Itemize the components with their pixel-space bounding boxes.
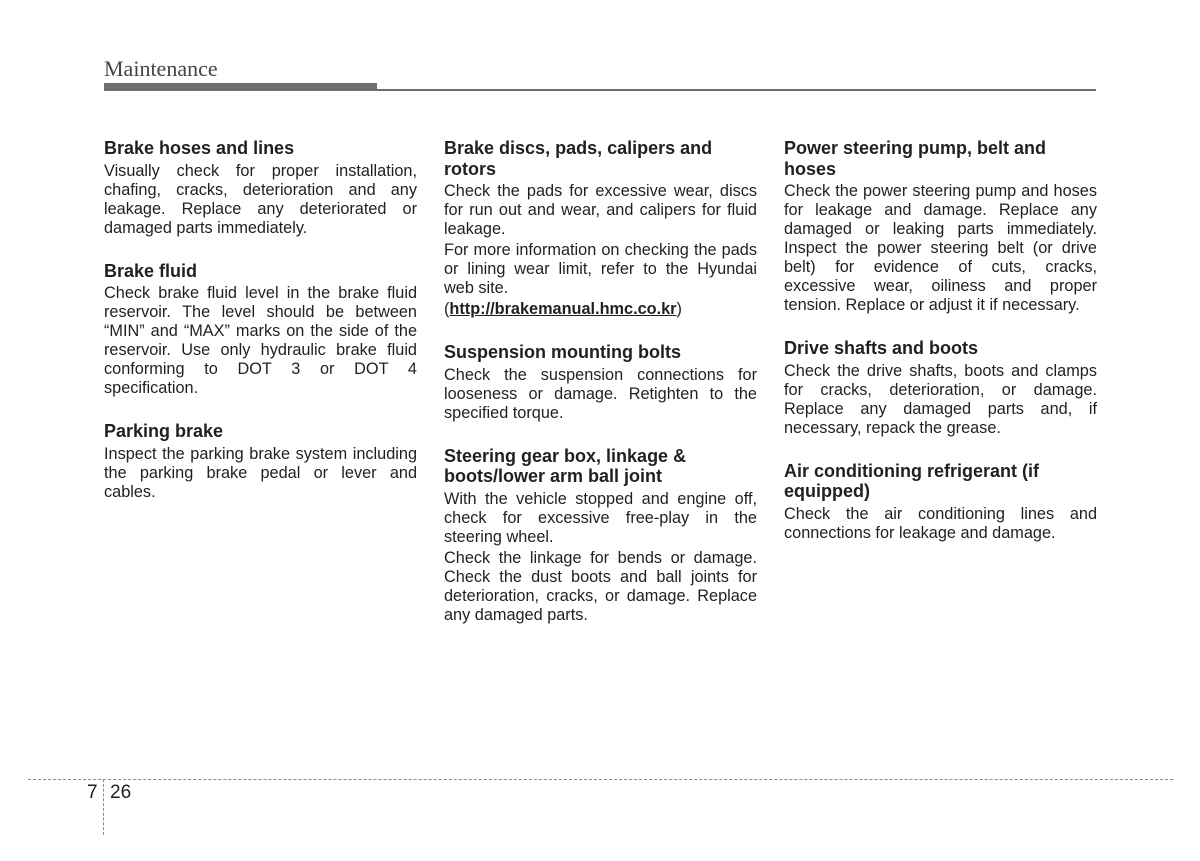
brake-fluid-text: Check brake fluid level in the brake fluid reservoir. The level should be between “MIN” and “MAX” marks on the side of the reservoir. Use only hydraulic brake fluid conforming to DOT 3 or DOT 4 specification.	[104, 284, 417, 397]
link-close-paren: )	[676, 300, 682, 318]
drive-shafts-text: Check the drive shafts, boots and clamps for cracks, deterioration, or damage. Replace any damaged parts and, if necessary, repack the grease.	[784, 361, 1097, 437]
page-number: 26	[110, 782, 132, 803]
footer-divider	[103, 779, 104, 835]
footer-rule	[28, 779, 1173, 780]
power-steering-text: Check the power steering pump and hoses for leakage and damage. Replace any damaged or leaking parts immediately. Inspect the power steering belt (or drive belt) for evidence of cuts, cracks, excessive wear, oiliness and proper tension. Replace or adjust it if necessary.	[784, 182, 1097, 314]
brake-manual-link-line	[444, 300, 757, 319]
air-conditioning-heading: Air conditioning refrigerant (if equipped)	[784, 460, 1039, 501]
brake-fluid-heading: Brake fluid	[104, 260, 198, 281]
drive-shafts-section	[784, 338, 1097, 438]
steering-gear-heading: Steering gear box, linkage & boots/lower arm ball joint	[444, 445, 687, 486]
power-steering-heading: Power steering pump, belt and hoses	[784, 138, 1047, 179]
air-conditioning-text: Check the air conditioning lines and connections for leakage and damage.	[784, 504, 1097, 542]
brake-discs-section	[444, 138, 757, 319]
brake-fluid-section	[104, 261, 417, 399]
header-rule	[377, 89, 1096, 91]
suspension-text: Check the suspension connections for looseness or damage. Retighten to the specified torque.	[444, 365, 757, 422]
air-conditioning-section	[784, 461, 1097, 543]
brake-discs-more-info: For more information on checking the pads or lining wear limit, refer to the Hyundai web site.	[444, 241, 757, 297]
brake-discs-text: Check the pads for excessive wear, discs for run out and wear, and calipers for fluid leakage.	[444, 182, 757, 238]
header-bar	[104, 83, 377, 91]
power-steering-section	[784, 138, 1097, 315]
section-title: Maintenance	[104, 56, 218, 81]
chapter-number: 7	[87, 782, 98, 803]
suspension-section	[444, 342, 757, 423]
link-open-paren: (	[444, 300, 450, 318]
steering-gear-text: With the vehicle stopped and engine off, check for excessive free-play in the steering wheel.	[444, 489, 757, 546]
parking-brake-heading: Parking brake	[104, 421, 224, 441]
column-right	[784, 138, 1097, 566]
brake-manual-link[interactable]: http://brakemanual.hmc.co.kr	[449, 300, 677, 318]
suspension-heading: Suspension mounting bolts	[444, 342, 681, 362]
column-left	[104, 138, 417, 525]
parking-brake-section	[104, 421, 417, 502]
brake-hoses-section	[104, 138, 417, 238]
parking-brake-text: Inspect the parking brake system including the parking brake pedal or lever and cables.	[104, 444, 417, 501]
steering-linkage-text: Check the linkage for bends or damage. Check the dust boots and ball joints for deterioration, cracks, or damage. Replace any damaged parts.	[444, 548, 757, 624]
brake-hoses-text: Visually check for proper installation, chafing, cracks, deterioration and any leakage. Replace any deteriorated or damaged parts immediately.	[104, 161, 417, 237]
brake-hoses-heading: Brake hoses and lines	[104, 138, 295, 158]
brake-discs-heading: Brake discs, pads, calipers and rotors	[444, 138, 713, 179]
drive-shafts-heading: Drive shafts and boots	[784, 338, 979, 358]
steering-gear-section	[444, 446, 757, 625]
column-middle	[444, 138, 757, 648]
